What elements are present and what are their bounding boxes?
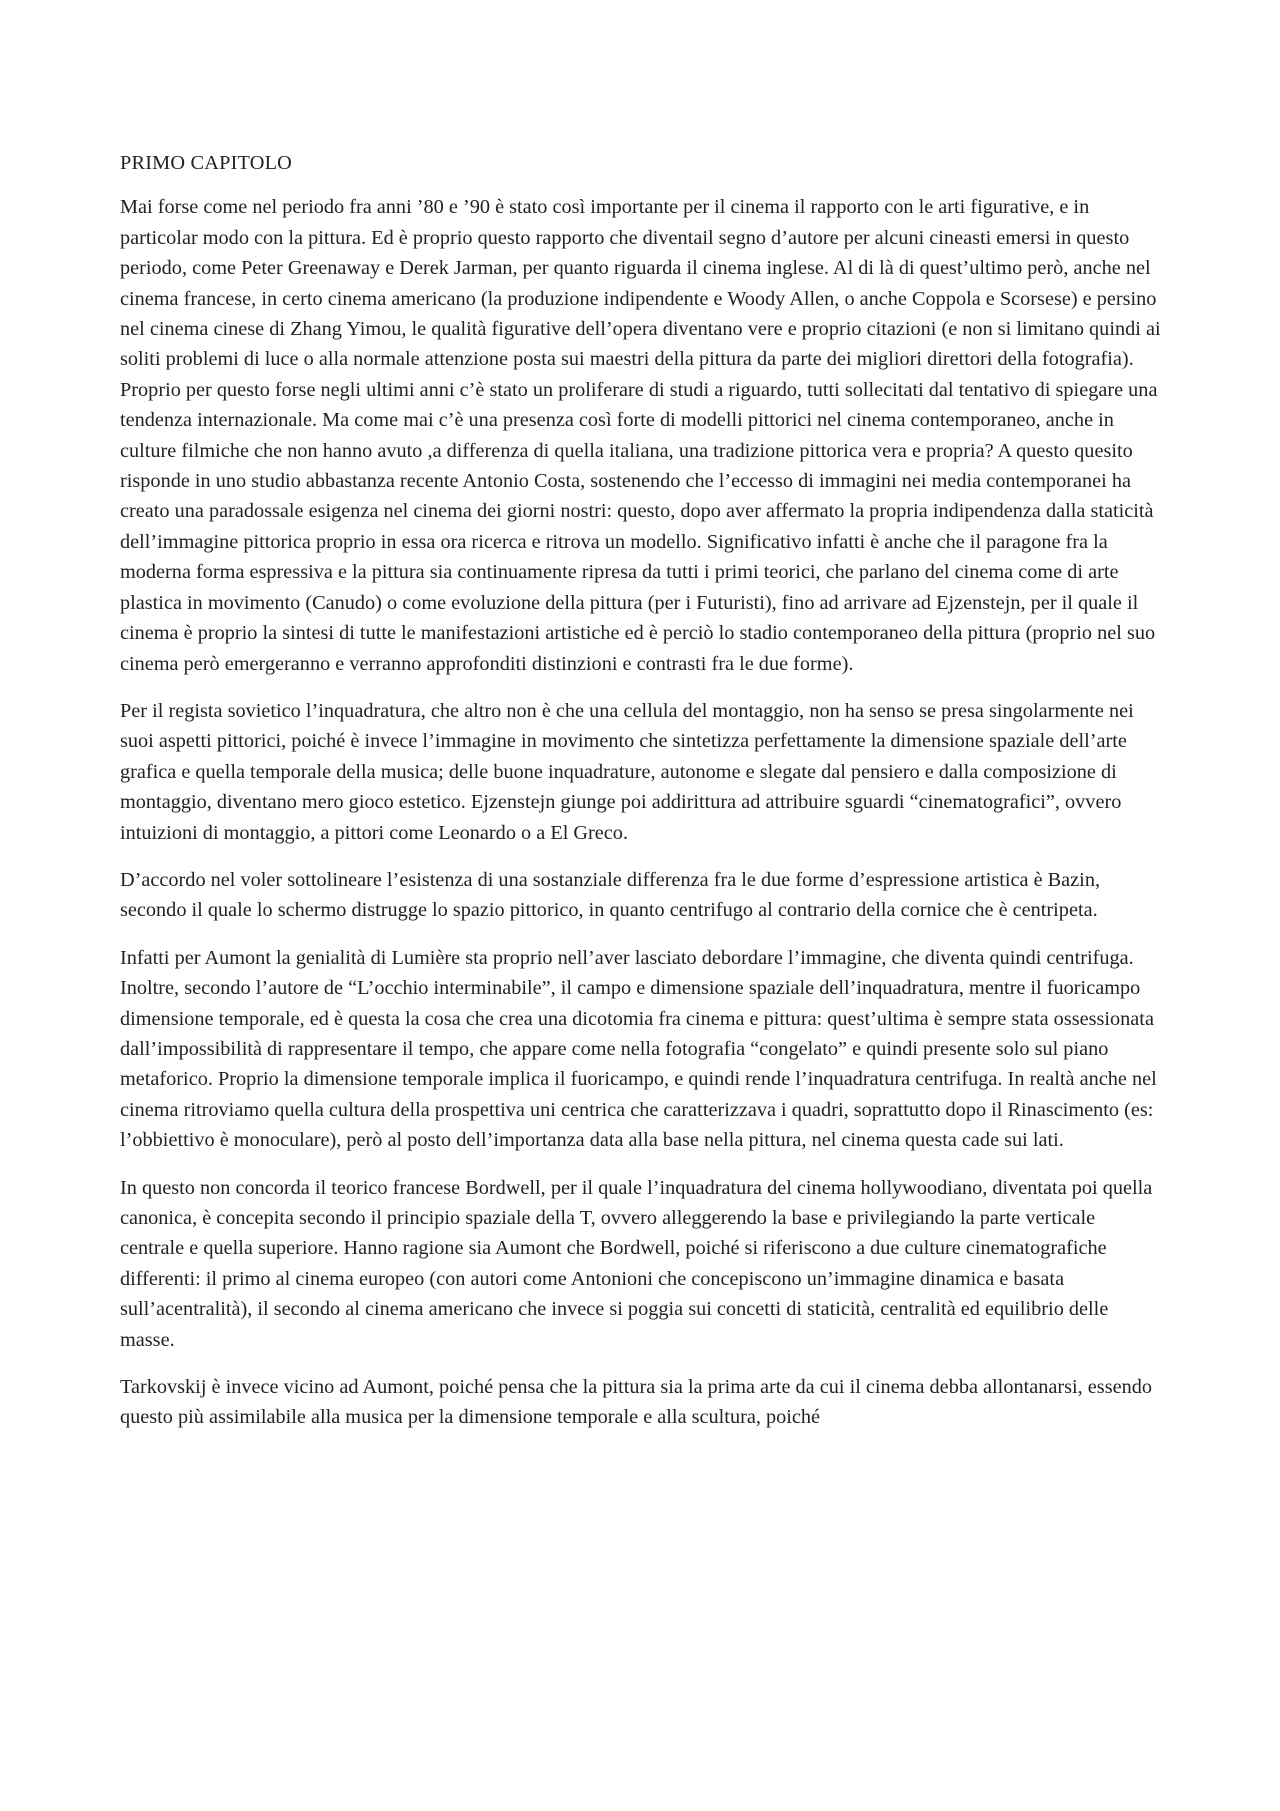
paragraph-6: Tarkovskij è invece vicino ad Aumont, poiché pensa che la pittura sia la prima arte da cui il cinema debba allontanarsi, essendo questo più assimilabile alla musica per la dimensione temporale e alla scultura, poiché bbox=[120, 1376, 1153, 1429]
paragraph-3: D’accordo nel voler sottolineare l’esistenza di una sostanziale differenza fra le due forme d’espressione artistica è Bazin, secondo il quale lo schermo distrugge lo spazio pittorico, in quanto centrifugo al contrario della cornice che è centripeta. bbox=[120, 868, 1101, 922]
paragraph-4: Infatti per Aumont la genialità di Lumière sta proprio nell’aver lasciato debordare l’immagine, che diventa quindi centrifuga. Inoltre, secondo l’autore de “L’occhio interminabile”, il campo e dimensione spaziale dell’inquadratura, mentre il fuoricampo dimensione temporale, ed è questa la cosa che crea una dicotomia fra cinema e pittura: quest’ultima è sempre stata ossessionata dall’impossibilità di rappresentare il tempo, che appare come nella fotografia “congelato” e quindi presente solo sul piano metaforico. Proprio la dimensione temporale implica il fuoricampo, e quindi rende l’inquadratura centrifuga. In realtà anche nel cinema ritroviamo quella cultura della prospettiva uni centrica che caratterizzava i quadri, soprattutto dopo il Rinascimento (es: l’obbiettivo è monoculare), però al posto dell’importanza data alla base nella pittura, nel cinema questa cade sui lati. bbox=[120, 946, 1157, 1152]
document-body bbox=[120, 148, 1162, 1450]
chapter-heading: PRIMO CAPITOLO bbox=[120, 152, 293, 174]
paragraph-2: Per il regista sovietico l’inquadratura, che altro non è che una cellula del montaggio, non ha senso se presa singolarmente nei suoi aspetti pittorici, poiché è invece l’immagine in movimento che sintetizza perfettamente la dimensione spaziale dell’arte grafica e quella temporale della musica; delle buone inquadrature, autonome e slegate dal pensiero e dalla composizione di montaggio, diventano mero gioco estetico. Ejzenstejn giunge poi addirittura ad attribuire sguardi “cinematografici”, ovvero intuizioni di montaggio, a pittori come Leonardo o a El Greco. bbox=[120, 699, 1134, 844]
paragraph-1: Mai forse come nel periodo fra anni ’80 e ’90 è stato così importante per il cinema il rapporto con le arti figurative, e in particolar modo con la pittura. Ed è proprio questo rapporto che diventail segno d’autore per alcuni cineasti emersi in questo periodo, come Peter Greenaway e Derek Jarman, per quanto riguarda il cinema inglese. Al di là di quest’ultimo però, anche nel cinema francese, in certo cinema americano (la produzione indipendente e Woody Allen, o anche Coppola e Scorsese) e persino nel cinema cinese di Zhang Yimou, le qualità figurative dell’opera diventano vere e proprio citazioni (e non si limitano quindi ai soliti problemi di luce o alla normale attenzione posta sui maestri della pittura da parte dei migliori direttori della fotografia). Proprio per questo forse negli ultimi anni c’è stato un proliferare di studi a riguardo, tutti sollecitati dal tentativo di spiegare una tendenza internazionale. Ma come mai c’è una presenza così forte di modelli pittorici nel cinema contemporaneo, anche in culture filmiche che non hanno avuto ,a differenza di quella italiana, una tradizione pittorica vera e propria? A questo quesito risponde in uno studio abbastanza recente Antonio Costa, sostenendo che l’eccesso di immagini nei media contemporanei ha creato una paradossale esigenza nel cinema dei giorni nostri: questo, dopo aver affermato la propria indipendenza dalla staticità dell’immagine pittorica proprio in essa ora ricerca e ritrova un modello. Significativo infatti è anche che il paragone fra la moderna forma espressiva e la pittura sia continuamente ripresa da tutti i primi teorici, che parlano del cinema come di arte plastica in movimento (Canudo) o come evoluzione della pittura (per i Futuristi), fino ad arrivare ad Ejzenstejn, per il quale il cinema è proprio la sintesi di tutte le manifestazioni artistiche ed è perciò lo stadio contemporaneo della pittura (proprio nel suo cinema però emergeranno e verranno approfonditi distinzioni e contrasti fra le due forme). bbox=[120, 196, 1161, 675]
paragraph-5: In questo non concorda il teorico francese Bordwell, per il quale l’inquadratura del cinema hollywoodiano, diventata poi quella canonica, è concepita secondo il principio spaziale della T, ovvero alleggerendo la base e privilegiando la parte verticale centrale e quella superiore. Hanno ragione sia Aumont che Bordwell, poiché si riferiscono a due culture cinematografiche differenti: il primo al cinema europeo (con autori come Antonioni che concepiscono un’immagine dinamica e basata sull’acentralità), il secondo al cinema americano che invece si poggia sui concetti di staticità, centralità ed equilibrio delle masse. bbox=[120, 1176, 1153, 1351]
